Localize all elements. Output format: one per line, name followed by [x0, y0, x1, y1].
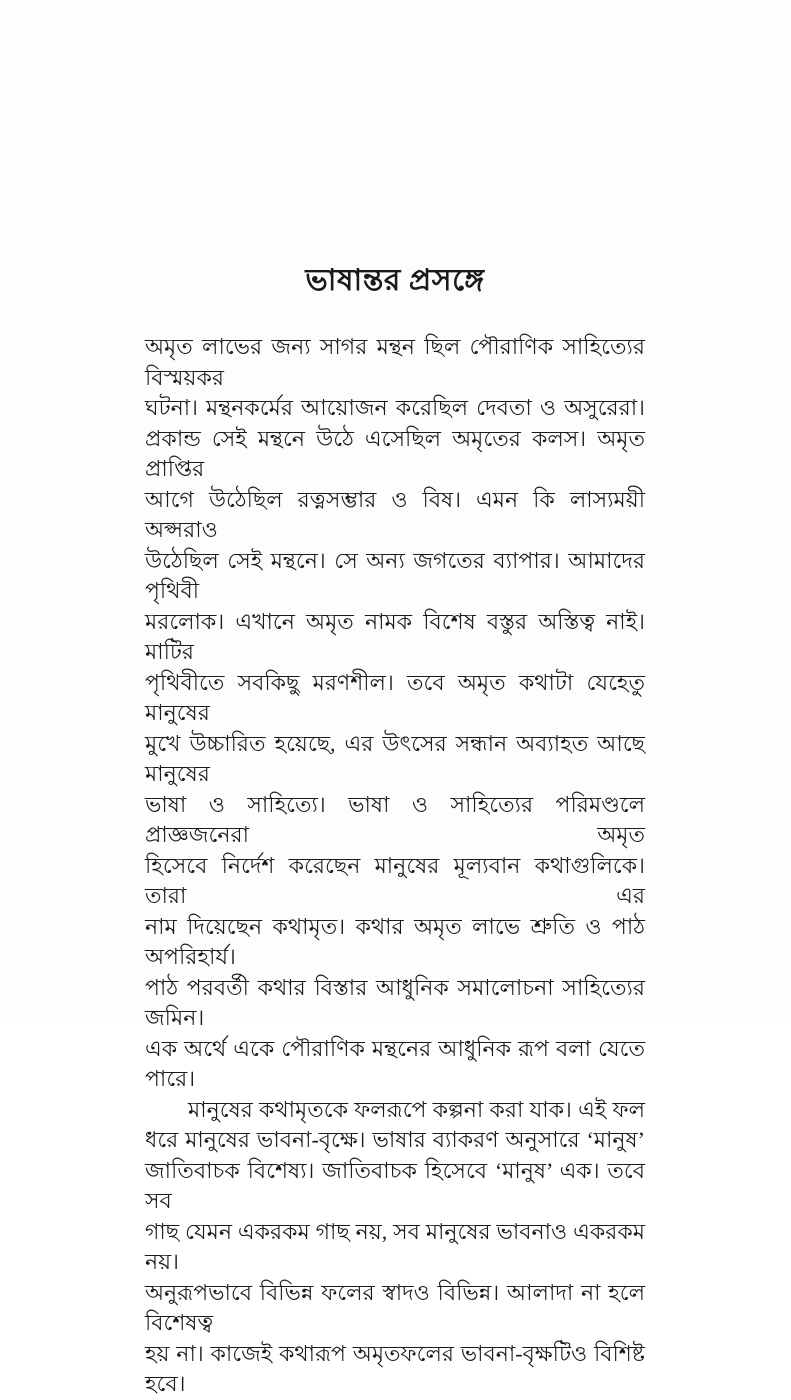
text-line: আগে উঠেছিল রত্নসম্ভার ও বিষ। এমন কি লাস্যময়ী অপ্সরাও — [145, 486, 645, 542]
text-line: এক অর্থে একে পৌরাণিক মন্থনের আধুনিক রূপ বলা যেতে পারে। — [145, 1035, 645, 1091]
text-line: হয় না। কাজেই কথারূপ অমৃতফলের ভাবনা-বৃক্ষটিও বিশিষ্ট হবে। — [145, 1340, 645, 1396]
text-line: জাতিবাচক বিশেষ্য। জাতিবাচক হিসেবে ‘মানুষ’ এক। তবে সব — [145, 1157, 645, 1213]
text-line: অনুরূপভাবে বিভিন্ন ফলের স্বাদও বিভিন্ন। আলাদা না হলে বিশেষত্ব — [145, 1279, 645, 1335]
text-column — [145, 258, 645, 1400]
text-line: ধরে মানুষের ভাবনা-বৃক্ষে। ভাষার ব্যাকরণ অনুসারে ‘মানুষ’ — [145, 1127, 645, 1152]
text-line: মরলোক। এখানে অমৃত নামক বিশেষ বস্তুর অস্তিত্ব নাই। মাটির — [145, 608, 645, 664]
paragraph-1 — [145, 332, 645, 1095]
text-line: প্রকান্ড সেই মন্থনে উঠে এসেছিল অমৃতের কলস। অমৃত প্রাপ্তির — [145, 425, 645, 481]
text-line: পাঠ পরবর্তী কথার বিস্তার আধুনিক সমালোচনা সাহিত্যের জমিন। — [145, 974, 645, 1030]
text-line: ঘটনা। মন্থনকর্মের আয়োজন করেছিল দেবতা ও অসুরেরা। — [145, 395, 645, 420]
text-line: পৃথিবীতে সবকিছু মরণশীল। তবে অমৃত কথাটা যেহেতু মানুষের — [145, 669, 645, 725]
text-line: মুখে উচ্চারিত হয়েছে, এর উৎসের সন্ধান অব্যাহত আছে মানুষের — [145, 730, 645, 786]
text-line: হিসেবে নির্দেশ করেছেন মানুষের মূল্যবান কথাগুলিকে। তারা এর — [145, 852, 645, 908]
paragraph-2 — [145, 1095, 645, 1400]
text-line: উঠেছিল সেই মন্থনে। সে অন্য জগতের ব্যাপার। আমাদের পৃথিবী — [145, 547, 645, 603]
text-line: গাছ যেমন একরকম গাছ নয়, সব মানুষের ভাবনাও একরকম নয়। — [145, 1218, 645, 1274]
text-line: মানুষের কথামৃতকে ফলরূপে কল্পনা করা যাক। এই ফল — [188, 1096, 645, 1122]
text-line: নাম দিয়েছেন কথামৃত। কথার অমৃত লাভে শ্রুতি ও পাঠ অপরিহার্য। — [145, 913, 645, 969]
text-line: অমৃত লাভের জন্য সাগর মন্থন ছিল পৌরাণিক সাহিত্যের বিস্ময়কর — [145, 334, 645, 390]
chapter-title: ভাষান্তর প্রসঙ্গে — [305, 264, 485, 297]
text-line: ভাষা ও সাহিত্যে। ভাষা ও সাহিত্যের পরিমণ্ডলে প্রাজ্ঞজনেরা অমৃত — [145, 791, 645, 847]
